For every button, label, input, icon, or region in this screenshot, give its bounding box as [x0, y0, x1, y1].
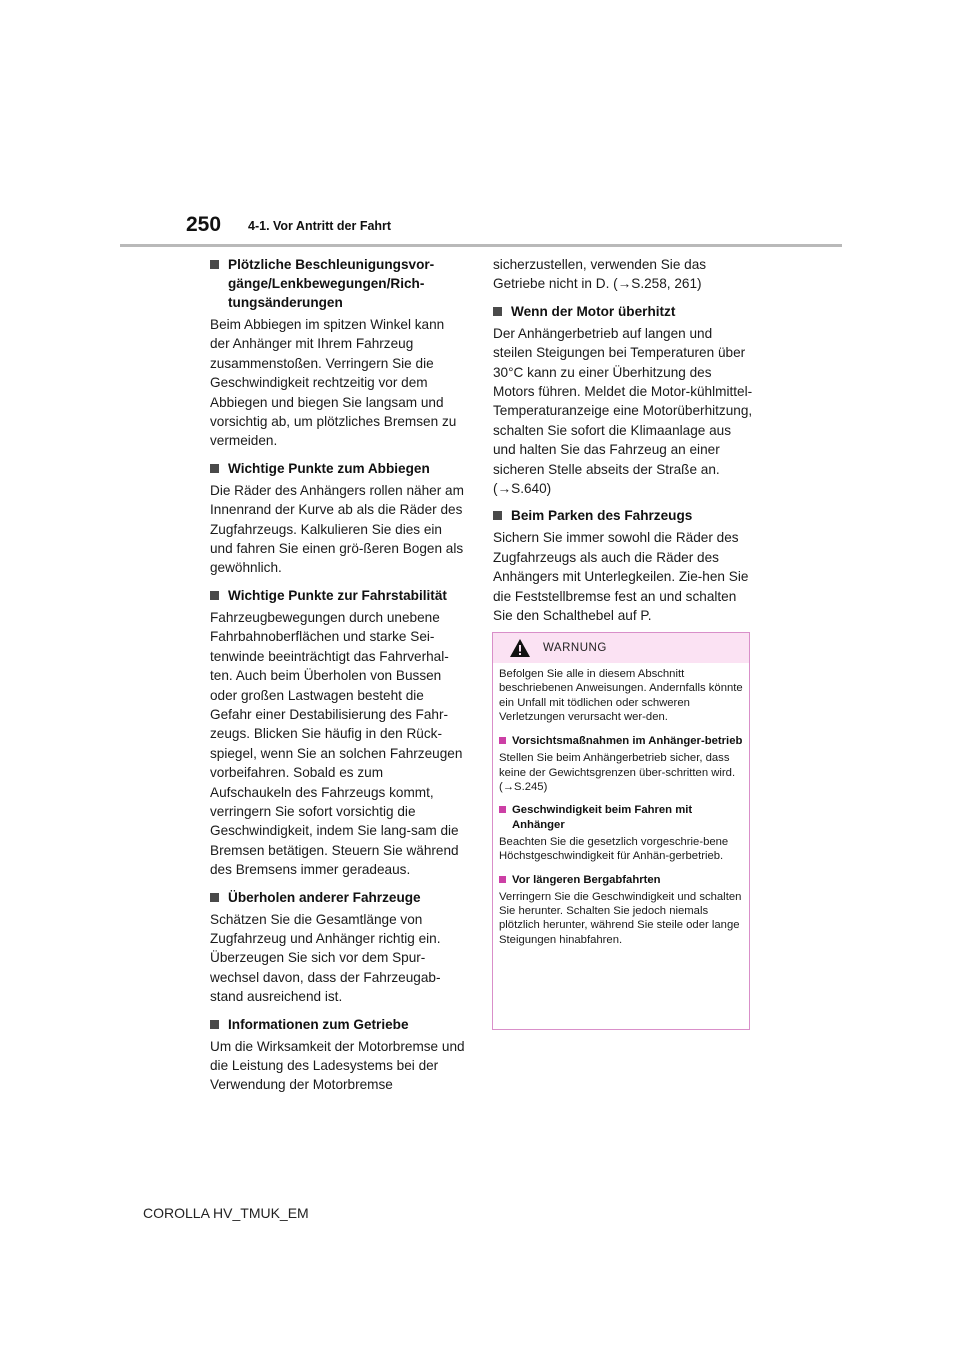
section-heading: Plötzliche Beschleunigungsvor-gänge/Lenkbewegungen/Rich-tungsänderungen	[228, 257, 435, 310]
left-column	[210, 255, 466, 1103]
square-bullet-icon	[499, 806, 506, 813]
section-heading: Wichtige Punkte zum Abbiegen	[228, 460, 430, 476]
header-divider	[120, 244, 842, 247]
section-title: 4-1. Vor Antritt der Fahrt	[248, 219, 392, 233]
section-heading: Überholen anderer Fahrzeuge	[228, 889, 421, 905]
warning-title: WARNUNG	[543, 642, 607, 654]
warning-item-heading: Vor längeren Bergabfahrten	[512, 873, 661, 886]
warning-header	[493, 633, 749, 663]
section-heading: Wenn der Motor überhitzt	[511, 303, 676, 319]
page-number: 250	[186, 213, 222, 236]
warning-item-heading: Geschwindigkeit beim Fahren mit Anhänger	[512, 804, 693, 831]
section-body: Schätzen Sie die Gesamtlänge von Zugfahrzeug und Anhänger richtig ein. Überzeugen Sie sich vor dem Spur-wechsel davon, dass der Fahrzeugab-stand ausreichend ist.	[210, 911, 441, 1005]
section-body: Beim Abbiegen im spitzen Winkel kann der Anhänger mit Ihrem Fahrzeug zusammenstoßen. Verringern Sie die Geschwindigkeit rechtzeitig vor dem Abbiegen und biegen Sie langsam und vorsichtig ab, um plötzliches Bremsen zu vermeiden.	[210, 317, 457, 449]
section-body: Die Räder des Anhängers rollen näher am Innenrand der Kurve ab als die Räder des Zugfahrzeugs. Kalkulieren Sie dies ein und fahren Sie einen grö-ßeren Bogen als gewöhnlich.	[210, 482, 464, 576]
square-bullet-icon	[210, 260, 219, 269]
section-heading: Wichtige Punkte zur Fahrstabilität	[228, 587, 447, 603]
right-column	[493, 255, 755, 634]
section-parking	[493, 506, 755, 625]
section-heading: Informationen zum Getriebe	[228, 1016, 409, 1032]
warning-triangle-icon	[509, 638, 531, 658]
warning-box	[492, 632, 750, 1030]
square-bullet-icon	[499, 737, 506, 744]
section-sudden-movements	[210, 255, 466, 451]
warning-item	[499, 803, 743, 863]
section-body: Der Anhängerbetrieb auf langen und steilen Steigungen bei Temperaturen über 30°C kann zu einer Überhitzung des Motors führen. Meldet die Motor-kühlmittel-Temperaturanzeige eine Motorüberhitzung, schalten Sie sofort die Klimaanlage aus und halten Sie das Fahrzeug an einer sicheren Stelle abseits der Straße an. (→S.640)	[493, 325, 753, 497]
section-turning	[210, 459, 466, 578]
section-overtaking	[210, 888, 466, 1007]
warning-item	[499, 873, 743, 947]
warning-item-body: Stellen Sie beim Anhängerbetrieb sicher, dass keine der Gewichtsgrenzen über-schritten wird. (→S.245)	[499, 752, 736, 794]
square-bullet-icon	[210, 464, 219, 473]
warning-item-body: Beachten Sie die gesetzlich vorgeschrie-bene Höchstgeschwindigkeit für Anhän-gerbetrieb.	[499, 835, 729, 863]
square-bullet-icon	[499, 876, 506, 883]
warning-item	[499, 734, 743, 794]
section-heading: Beim Parken des Fahrzeugs	[511, 508, 693, 524]
square-bullet-icon	[210, 591, 219, 600]
square-bullet-icon	[493, 307, 502, 316]
warning-intro: Befolgen Sie alle in diesem Abschnitt beschriebenen Anweisungen. Andernfalls könnte ein Unfall mit tödlichen oder schweren Verletzungen verursacht wer-den.	[499, 668, 743, 723]
section-body: Fahrzeugbewegungen durch unebene Fahrbahnoberflächen und starke Sei-tenwinde beeinträchtigt das Fahrverhal-ten. Auch beim Überholen von Bussen oder großen Lastwagen besteht die Gefahr einer Destabilisierung des Fahr-zeugs. Blicken Sie häufig in den Rück-spiegel, wenn Sie an solchen Fahrzeugen vorbeifahren. Sobald es zum Aufschaukeln des Fahrzeugs kommt, verringern Sie sofort vorsichtig die Geschwindigkeit, indem Sie lang-sam die Bremsen betätigen. Steuern Sie während des Bremsens immer geradeaus.	[210, 609, 463, 878]
continuation-text: sicherzustellen, verwenden Sie das Getriebe nicht in D. (→S.258, 261)	[493, 257, 707, 292]
section-transmission	[210, 1015, 466, 1095]
section-body: Um die Wirksamkeit der Motorbremse und die Leistung des Ladesystems bei der Verwendung der Motorbremse	[210, 1038, 465, 1093]
section-body: Sichern Sie immer sowohl die Räder des Zugfahrzeugs als auch die Räder des Anhängers mit Unterlegkeilen. Zie-hen Sie die Feststellbremse fest an und schalten Sie den Schalthebel auf P.	[493, 530, 749, 624]
square-bullet-icon	[493, 511, 502, 520]
footer-model-code: COROLLA HV_TMUK_EM	[143, 1205, 309, 1221]
square-bullet-icon	[210, 1020, 219, 1029]
warning-item-heading: Vorsichtsmaßnahmen im Anhänger-betrieb	[512, 735, 743, 748]
section-stability	[210, 586, 466, 880]
section-overheating	[493, 302, 755, 499]
warning-item-body: Verringern Sie die Geschwindigkeit und schalten Sie herunter. Schalten Sie jedoch niemals plötzlich herunter, während Sie steile oder lange Steigungen hinabfahren.	[499, 890, 742, 946]
square-bullet-icon	[210, 893, 219, 902]
